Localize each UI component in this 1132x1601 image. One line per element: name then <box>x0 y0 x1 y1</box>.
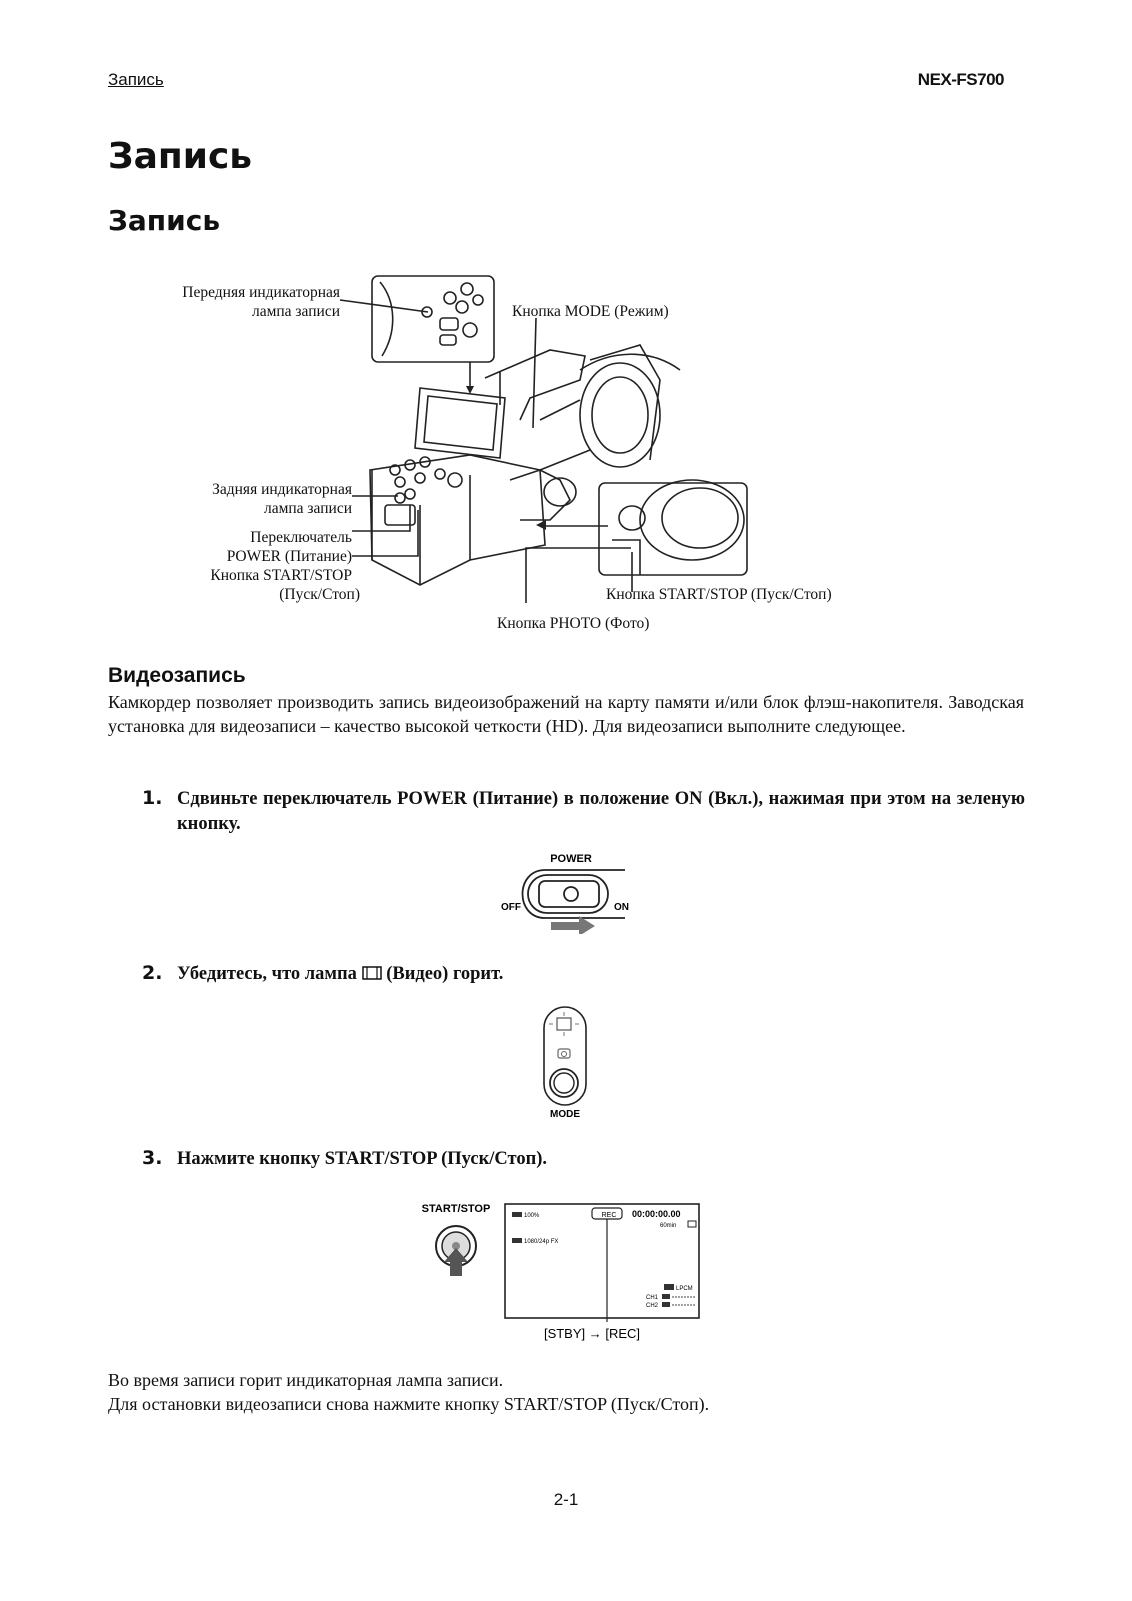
power-switch-figure <box>495 850 635 934</box>
film-icon <box>362 965 382 981</box>
rec-fig-ch1: CH1 <box>646 1295 659 1301</box>
power-fig-off: OFF <box>501 902 521 913</box>
mode-lamp-figure <box>536 1005 596 1121</box>
footer-line-2: Для остановки видеозаписи снова нажмите кнопку START/STOP (Пуск/Стоп). <box>108 1394 710 1414</box>
rec-fig-caption: [STBY] → [REC] <box>543 1326 641 1341</box>
camera-diagram <box>0 0 1132 660</box>
page-subtitle: Запись <box>108 204 221 237</box>
label-power-switch-1: Переключатель <box>250 529 352 546</box>
mode-fig-label: MODE <box>550 1109 580 1120</box>
step-2-line <box>177 962 503 987</box>
label-photo-button: Кнопка PHOTO (Фото) <box>497 615 650 632</box>
label-startstop-left-2: (Пуск/Стоп) <box>279 586 360 603</box>
power-fig-on: ON <box>614 902 629 913</box>
label-front-lamp-1: Передняя индикаторная <box>182 284 340 301</box>
label-rear-lamp-1: Задняя индикаторная <box>212 481 352 498</box>
section-intro: Камкордер позволяет производить запись видеоизображений на карту памяти и/или блок флэш-накопителя. Заводская установка для видеозаписи – качество высокой четкости (HD). Для видеозаписи выполните следующее. <box>108 692 1024 736</box>
label-rear-lamp-2: лампа записи <box>263 500 352 517</box>
step-3-number: 3. <box>142 1147 163 1169</box>
label-startstop-right: Кнопка START/STOP (Пуск/Стоп) <box>606 586 832 603</box>
lcd-screen <box>505 1204 699 1318</box>
power-fig-title: POWER <box>550 853 592 865</box>
step-3-text: Нажмите кнопку START/STOP (Пуск/Стоп). <box>177 1149 548 1169</box>
step-2-text-before: Убедитесь, что лампа <box>177 964 357 984</box>
front-lamp-inset <box>372 276 494 362</box>
label-startstop-left-1: Кнопка START/STOP <box>210 567 352 584</box>
footer-line-1: Во время записи горит индикаторная лампа записи. <box>108 1370 504 1390</box>
step-1-text: Сдвиньте переключатель POWER (Питание) в положение ON (Вкл.), нажимая при этом на зеленую кнопку. <box>177 789 1025 834</box>
rec-fig-remaining: 60min <box>660 1223 677 1229</box>
rec-fig-battery: 100% <box>524 1213 540 1219</box>
page-number: 2-1 <box>553 1490 579 1509</box>
rec-fig-rec-badge: REC <box>601 1212 617 1219</box>
label-front-lamp-2: лампа записи <box>251 303 340 320</box>
header-model: NEX-FS700 <box>917 70 1004 89</box>
step-2-text-after: (Видео) горит. <box>386 964 504 984</box>
section-title: Видеозапись <box>108 664 246 687</box>
rec-figure <box>420 1196 710 1344</box>
step-1-number: 1. <box>142 787 163 809</box>
label-power-switch-2: POWER (Питание) <box>226 548 352 565</box>
rec-fig-audio: LPCM <box>676 1286 693 1292</box>
header-section: Запись <box>108 70 164 89</box>
rec-fig-button-label: START/STOP <box>421 1203 491 1215</box>
step-2-number: 2. <box>142 962 163 984</box>
rec-fig-ch2: CH2 <box>646 1303 659 1309</box>
rec-fig-timecode: 00:00:00.00 <box>632 1209 681 1219</box>
rec-fig-format: 1080/24p FX <box>524 1239 559 1245</box>
page-title: Запись <box>108 136 253 177</box>
label-mode-button: Кнопка MODE (Режим) <box>512 303 669 320</box>
